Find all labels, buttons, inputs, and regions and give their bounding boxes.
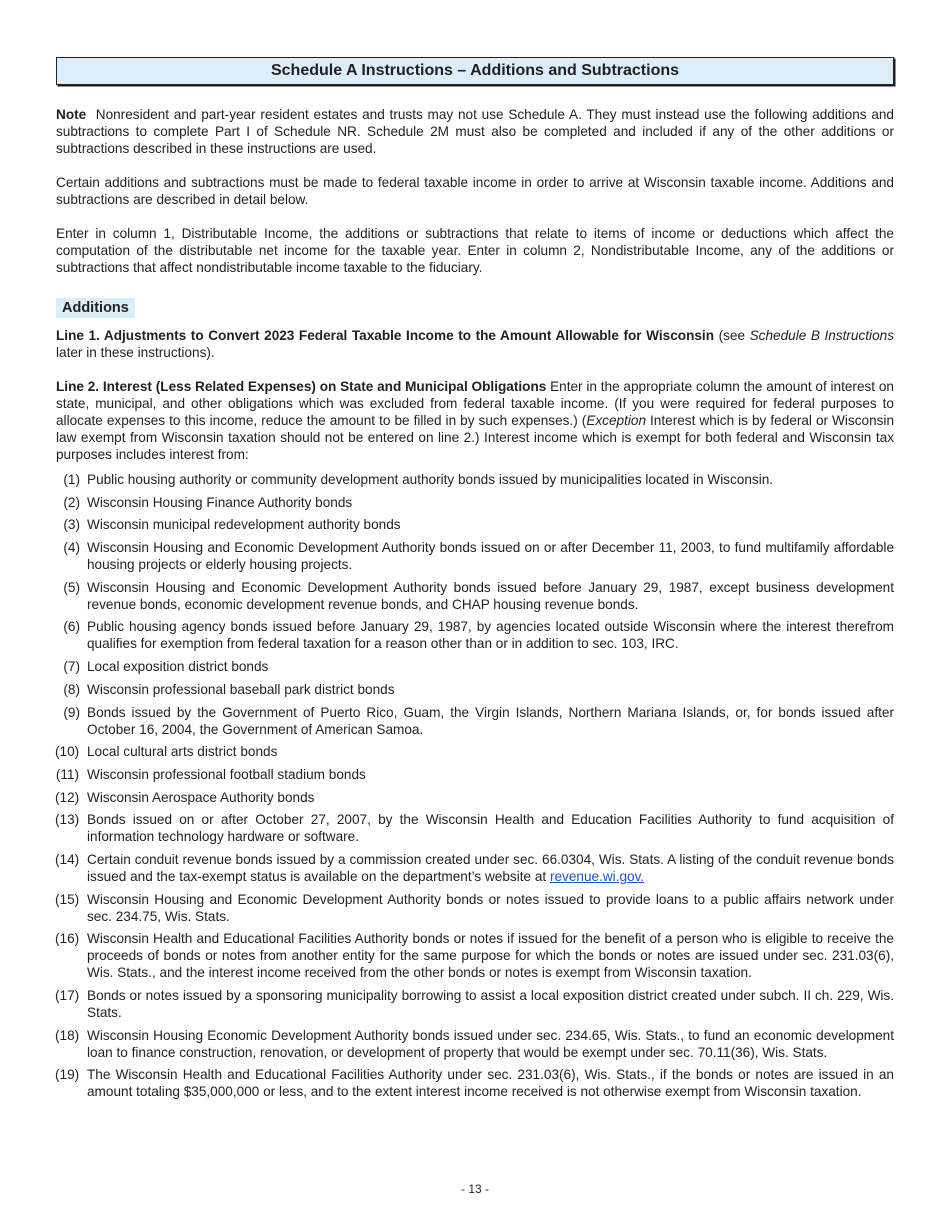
item-number: (15) (55, 891, 80, 907)
list-item (56, 789, 894, 806)
page-number: - 13 - (460, 1182, 489, 1196)
list-item (56, 987, 894, 1021)
line2-exception: Exception (586, 413, 647, 428)
item-number: (8) (63, 681, 80, 697)
item-text: Bonds or notes issued by a sponsoring municipality borrowing to assist a local exposition district created under subch. II ch. 229, Wis. Stats. (87, 988, 894, 1020)
item-number: (5) (63, 579, 80, 595)
line1-post: later in these instructions). (56, 345, 215, 360)
list-item (56, 539, 894, 573)
item-number: (13) (55, 812, 80, 828)
line2-paragraph (56, 378, 894, 463)
page-title: Schedule A Instructions – Additions and Subtractions (56, 57, 894, 85)
item-text: Wisconsin Aerospace Authority bonds (87, 789, 315, 805)
additions-heading: Additions (56, 298, 135, 318)
list-item (56, 579, 894, 613)
list-item (56, 891, 894, 925)
item-text: Wisconsin Housing and Economic Development Authority bonds issued before January 29, 1987, except business development revenue bonds, economic development revenue bonds, and CHAP housing revenue bonds. (87, 579, 894, 612)
exempt-interest-list (56, 471, 894, 1100)
item-text: The Wisconsin Health and Educational Facilities Authority under sec. 231.03(6), Wis. Stats., if the bonds or notes are issued in an amount totaling $35,000,000 or less, and to the extent interest income received is not otherwise exempt from Wisconsin taxation. (87, 1067, 894, 1100)
item-number: (1) (63, 472, 80, 487)
item-text: Wisconsin professional baseball park district bonds (87, 681, 395, 697)
list-item (56, 516, 894, 533)
line1-italic: Schedule B Instructions (749, 328, 894, 343)
line2-text-a: Enter in the appropriate column the amount of interest on state, municipal, and other obligations which was excluded from federal taxable income. (If you were required for federal purposes to allocate expenses to this income, reduce the amount to be filled in by such expenses.) ( (56, 379, 894, 428)
item-number: (9) (63, 704, 80, 720)
item-text: Wisconsin Housing Economic Development Authority bonds issued under sec. 234.65, Wis. Stats., to fund an economic development loan to finance construction, renovation, or development of property that would be exempt under sec. 70.11(36), Wis. Stats. (87, 1027, 894, 1060)
columns-paragraph: Enter in column 1, Distributable Income, the additions or subtractions that relate to items of income or deductions which affect the computation of the distributable net income for the taxable year. Enter in column 2, Nondistributable Income, any of the additions or subtractions that affect nondistributable income taxable to the fiduciary. (56, 226, 894, 275)
list-item (56, 743, 894, 760)
item-number: (17) (55, 988, 80, 1003)
list-item (56, 1027, 894, 1061)
item-text: Wisconsin professional football stadium bonds (87, 766, 366, 782)
item-text: Public housing authority or community development authority bonds issued by municipalities located in Wisconsin. (87, 472, 774, 487)
list-item (56, 494, 894, 511)
list-item (56, 851, 894, 885)
line2-text-b: Interest which is by federal or Wisconsin law exempt from Wisconsin taxation should not be entered on line 2.) Interest income which is exempt for both federal and Wisconsin tax purposes includes interest from: (56, 413, 894, 462)
item-text: Wisconsin Housing Finance Authority bonds (87, 494, 353, 510)
list-item (56, 471, 894, 488)
list-item (56, 1066, 894, 1100)
item-number: (12) (55, 789, 80, 805)
list-item (56, 704, 894, 738)
item-number: (7) (63, 659, 80, 675)
item-number: (6) (63, 619, 80, 635)
list-item (56, 930, 894, 981)
line1-pre: (see (714, 328, 750, 343)
item-text: Bonds issued by the Government of Puerto Rico, Guam, the Virgin Islands, Northern Mariana Islands, or, for bonds issued after October 16, 2004, the Government of American Samoa. (87, 704, 894, 737)
item-text: Wisconsin municipal redevelopment authority bonds (87, 517, 401, 533)
line2-heading: Line 2. Interest (Less Related Expenses) on State and Municipal Obligations (56, 379, 547, 394)
item-text: Local cultural arts district bonds (87, 744, 278, 760)
list-item (56, 658, 894, 675)
item-text: Bonds issued on or after October 27, 2007, by the Wisconsin Health and Education Facilities Authority to fund acquisition of information technology hardware or software. (87, 812, 894, 845)
item-text: Local exposition district bonds (87, 659, 269, 675)
item-number: (10) (55, 744, 80, 760)
note-label: Note (56, 107, 87, 122)
item-number: (11) (55, 766, 79, 782)
item-text: Public housing agency bonds issued before January 29, 1987, by agencies located outside Wisconsin where the interest therefrom qualifies for exemption from federal taxation for a reason other than or in addition to sec. 103, IRC. (87, 619, 894, 652)
list-item (56, 766, 894, 783)
revenue-website-link[interactable]: revenue.wi.gov. (549, 868, 645, 884)
item-text: Wisconsin Health and Educational Facilities Authority bonds or notes if issued for the benefit of a person who is eligible to receive the proceeds of bonds or notes from another entity for the same purpose for which the bonds or notes are issued under sec. 231.03(6), Wis. Stats., and the interest income received from the other bonds or notes is exempt from Wisconsin taxation. (87, 931, 894, 981)
note-paragraph (56, 106, 894, 157)
item-number: (2) (63, 494, 80, 510)
line1-heading: Line 1. Adjustments to Convert 2023 Federal Taxable Income to the Amount Allowable for Wisconsin (56, 328, 715, 343)
item-text: Wisconsin Housing and Economic Development Authority bonds issued on or after December 11, 2003, to fund multifamily affordable housing projects or elderly housing projects. (87, 540, 894, 573)
item-number: (18) (55, 1027, 80, 1043)
list-item (56, 681, 894, 698)
item-text: Wisconsin Housing and Economic Development Authority bonds or notes issued to provide loans to a public affairs network under sec. 234.75, Wis. Stats. (87, 891, 894, 924)
line1-paragraph (56, 327, 894, 361)
document-page (56, 57, 894, 1106)
item-number: (4) (63, 540, 80, 556)
list-item (56, 618, 894, 652)
list-item (56, 811, 894, 845)
item-number: (16) (55, 931, 80, 947)
item-number: (14) (55, 851, 80, 867)
note-text: Nonresident and part-year resident estates and trusts may not use Schedule A. They must instead use the following additions and subtractions to complete Part I of Schedule NR. Schedule 2M must also be completed and included if any of the other additions or subtractions described in these instructions are used. (56, 107, 894, 156)
item-number: (3) (63, 517, 80, 533)
item-text: Certain conduit revenue bonds issued by a commission created under sec. 66.0304, Wis. Stats. A listing of the conduit revenue bonds issued and the tax-exempt status is available on the department’s website at (87, 851, 894, 884)
item-number: (19) (55, 1067, 80, 1083)
intro-paragraph: Certain additions and subtractions must be made to federal taxable income in order to arrive at Wisconsin taxable income. Additions and subtractions are described in detail below. (56, 175, 894, 207)
